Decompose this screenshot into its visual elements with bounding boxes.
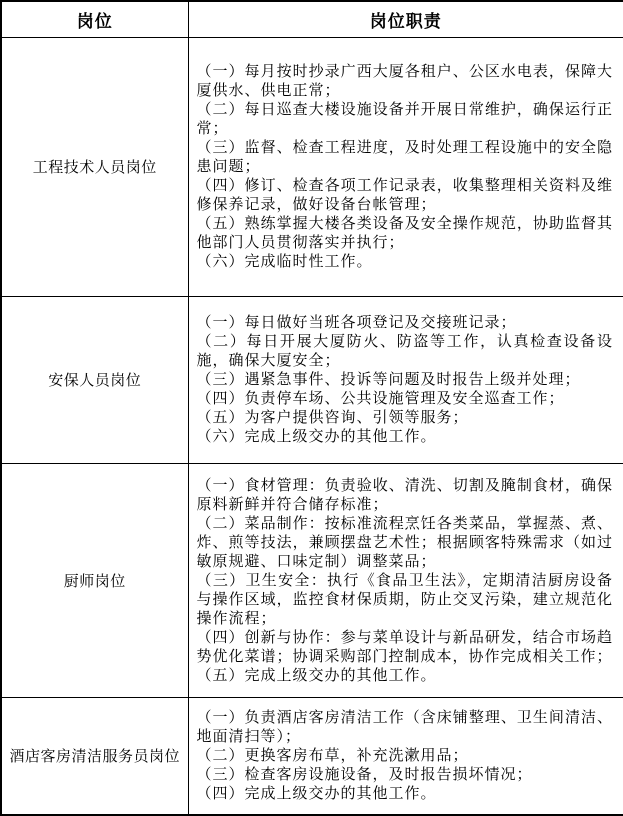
duty-item: （二）每日开展大厦防火、防盗等工作，认真检查设备设施，确保大厦安全； — [196, 333, 613, 369]
duty-item: （六）完成临时性工作。 — [196, 253, 373, 270]
duties-cell-cleaning — [188, 697, 623, 815]
position-cell-cleaning: 酒店客房清洁服务员岗位 — [1, 697, 188, 815]
duty-item: （五）完成上级交办的其他工作。 — [196, 666, 437, 684]
duty-item: （一）每月按时抄录广西大厦各租户、公区水电表，保障大厦供水、供电正常； — [196, 63, 613, 99]
table-row-security — [1, 296, 623, 463]
column-header-position: 岗位 — [1, 1, 188, 37]
duty-item: （六）完成上级交办的其他工作。 — [196, 428, 437, 445]
duty-item: （四）修订、检查各项工作记录表，收集整理相关资料及维修保养记录，做好设备台帐管理； — [196, 177, 613, 213]
duty-item: （四）负责停车场、公共设施管理及安全巡查工作； — [196, 390, 565, 407]
duties-cell-chef — [188, 463, 623, 697]
duty-item: （一）负责酒店客房清洁工作（含床铺整理、卫生间清洁、地面清扫等）； — [196, 709, 613, 746]
duty-item: （四）创新与协作：参与菜单设计与新品研发，结合市场趋势优化菜谱；协调采购部门控制成本，协作完成相关工作； — [196, 628, 613, 665]
position-cell-security: 安保人员岗位 — [1, 296, 188, 463]
duties-cell-security — [188, 296, 623, 463]
duty-item: （一）每日做好当班各项登记及交接班记录； — [196, 314, 517, 331]
duty-item: （三）卫生安全：执行《食品卫生法》，定期清洁厨房设备与操作区域，监控食材保质期，防止交叉污染，建立规范化操作流程； — [196, 571, 613, 627]
duties-cell-engineering — [188, 37, 623, 296]
table-row-chef — [1, 463, 623, 697]
duty-item: （二）菜品制作：按标准流程烹饪各类菜品，掌握蒸、煮、炸、煎等技法，兼顾摆盘艺术性；根据顾客特殊需求（如过敏原规避、口味定制）调整菜品； — [196, 514, 613, 570]
duty-item: （二）每日巡查大楼设施设备并开展日常维护，确保运行正常； — [196, 101, 613, 137]
column-header-duties: 岗位职责 — [188, 1, 623, 37]
duty-item: （一）食材管理：负责验收、清洗、切割及腌制食材，确保原料新鲜并符合储存标准； — [196, 476, 613, 513]
duty-item: （三）监督、检查工程进度，及时处理工程设施中的安全隐患问题； — [196, 139, 613, 175]
position-cell-engineering: 工程技术人员岗位 — [1, 37, 188, 296]
position-cell-chef: 厨师岗位 — [1, 463, 188, 697]
table-row-cleaning — [1, 697, 623, 815]
duty-item: （三）遇紧急事件、投诉等问题及时报告上级并处理； — [196, 371, 581, 388]
duty-item: （四）完成上级交办的其他工作。 — [196, 785, 437, 803]
duty-item: （五）熟练掌握大楼各类设备及安全操作规范，协助监督其他部门人员贯彻落实并执行； — [196, 215, 613, 251]
duty-item: （三）检查客房设施设备，及时报告损坏情况； — [196, 766, 533, 784]
duty-item: （二）更换客房布草，补充洗漱用品； — [196, 747, 469, 765]
duty-item: （五）为客户提供咨询、引领等服务； — [196, 409, 469, 426]
table-header-row — [1, 1, 623, 37]
table-row-engineering — [1, 37, 623, 296]
